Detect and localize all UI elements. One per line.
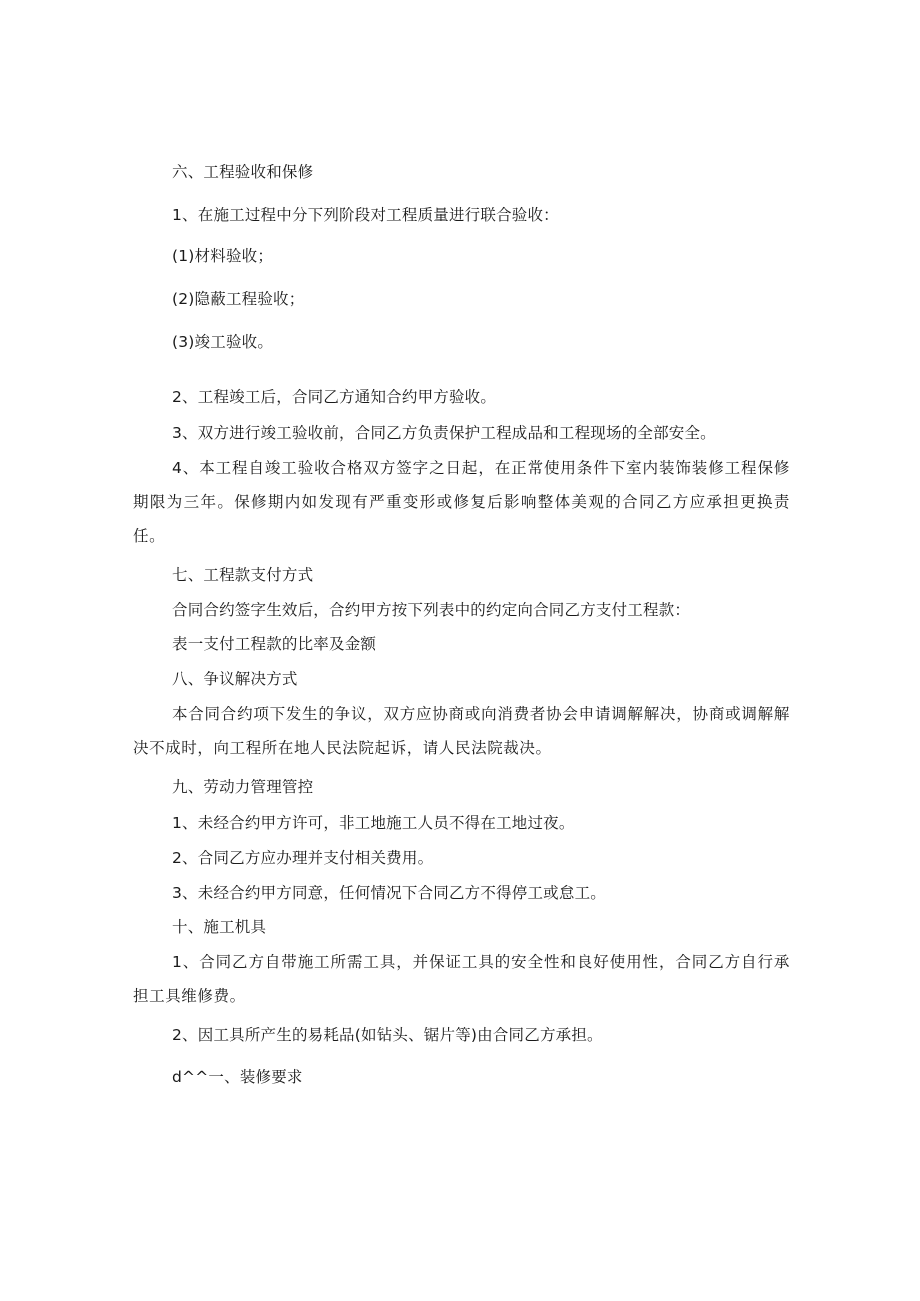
section-heading-payment: 七、工程款支付方式	[172, 566, 314, 584]
clause-text: 2、合同乙方应办理并支付相关费用。	[172, 849, 434, 867]
section-heading-dispute: 八、争议解决方式	[172, 670, 298, 688]
clause-text: (2)隐蔽工程验收；	[172, 290, 305, 308]
section-heading-tools: 十、施工机具	[172, 918, 267, 936]
clause-text: 2、工程竣工后，合同乙方通知合约甲方验收。	[172, 388, 497, 406]
clause-paragraph: 本合同合约项下发生的争议，双方应协商或向消费者协会申请调解解决，协商或调解解决不成时，向工程所在地人民法院起诉，请人民法院裁决。	[133, 705, 790, 757]
section-heading-acceptance: 六、工程验收和保修	[172, 163, 314, 181]
clause-text: 3、双方进行竣工验收前，合同乙方负责保护工程成品和工程现场的全部安全。	[172, 424, 716, 442]
clause-text: (3)竣工验收。	[172, 333, 274, 351]
table-caption: 表一支付工程款的比率及金额	[172, 635, 377, 653]
section-heading-labor: 九、劳动力管理管控	[172, 778, 314, 796]
clause-text: 1、在施工过程中分下列阶段对工程质量进行联合验收：	[172, 206, 559, 224]
clause-text: 合同合约签字生效后，合约甲方按下列表中的约定向合同乙方支付工程款：	[172, 601, 691, 619]
clause-paragraph: 1、合同乙方自带施工所需工具，并保证工具的安全性和良好使用性，合同乙方自行承担工具维修费。	[133, 953, 790, 1005]
clause-text: 2、因工具所产生的易耗品(如钻头、锯片等)由合同乙方承担。	[172, 1026, 603, 1044]
clause-text: 1、未经合约甲方许可，非工地施工人员不得在工地过夜。	[172, 814, 575, 832]
clause-text: (1)材料验收；	[172, 247, 274, 265]
section-heading-decoration: d^^一、装修要求	[172, 1068, 303, 1086]
clause-text: 3、未经合约甲方同意，任何情况下合同乙方不得停工或怠工。	[172, 884, 606, 902]
clause-paragraph: 4、本工程自竣工验收合格双方签字之日起，在正常使用条件下室内装饰装修工程保修期限为三年。保修期内如发现有严重变形或修复后影响整体美观的合同乙方应承担更换责任。	[133, 459, 790, 545]
